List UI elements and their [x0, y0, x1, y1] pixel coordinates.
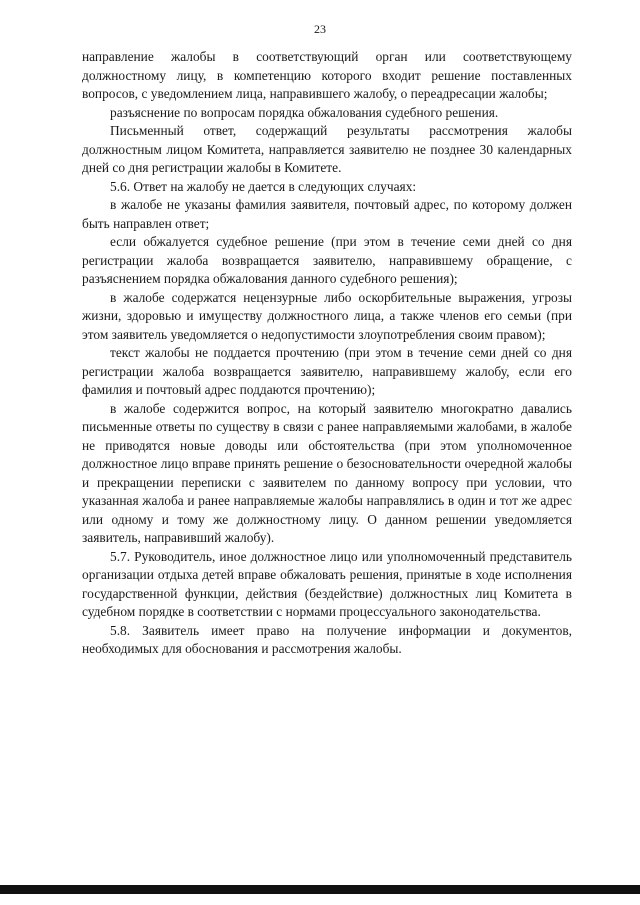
scan-bottom-border	[0, 885, 640, 894]
paragraph-no-address: в жалобе не указаны фамилия заявителя, почтовый адрес, по которому должен быть направлен ответ;	[82, 197, 572, 231]
document-body	[82, 48, 572, 659]
paragraph-redirect-complaint: направление жалобы в соответствующий орган или соответствующему должностному лицу, в компетенцию которого входит решение поставленных вопросов, с уведомлением лица, направившего жалобу, о переадресации жалобы;	[82, 49, 572, 101]
paragraph-repeated-question: в жалобе содержится вопрос, на который заявителю многократно давались письменные ответы по существу в связи с ранее направляемыми жалобами, в жалобе не приводятся новые доводы или обстоятельства (при этом уполномоченное должностное лицо вправе принять решение о безосновательности очередной жалобы и прекращении переписки с заявителем по данному вопросу при условии, что указанная жалоба и ранее направляемые жалобы направлялись в один и тот же адрес или одному и тому же должностному лицу. О данном решении уведомляется заявитель, направивший жалобу).	[82, 400, 572, 545]
paragraph-written-response: Письменный ответ, содержащий результаты рассмотрения жалобы должностным лицом Комитета, направляется заявителю не позднее 30 календарных дней со дня регистрации жалобы в Комитете.	[82, 123, 572, 175]
page-number: 23	[314, 22, 326, 36]
paragraph-unreadable-text: текст жалобы не поддается прочтению (при этом в течение семи дней со дня регистрации жалоба возвращается заявителю, направившему жалобу, если его фамилия и почтовый адрес поддаются прочтению);	[82, 345, 572, 397]
paragraph-court-appeal-explanation: разъяснение по вопросам порядка обжалования судебного решения.	[110, 104, 499, 120]
paragraph-5-6-heading: 5.6. Ответ на жалобу не дается в следующих случаях:	[110, 178, 417, 194]
paragraph-court-decision: если обжалуется судебное решение (при этом в течение семи дней со дня регистрации жалоба возвращается заявителю, направившему обращение, с разъяснением порядка обжалования данного судебного решения);	[82, 234, 572, 286]
paragraph-5-8: 5.8. Заявитель имеет право на получение информации и документов, необходимых для обоснования и рассмотрения жалобы.	[82, 622, 572, 656]
paragraph-5-7: 5.7. Руководитель, иное должностное лицо или уполномоченный представитель организации отдыха детей вправе обжаловать решения, принятые в ходе исполнения государственной функции, действия (бездействие) должностных лиц Комитета в судебном порядке в соответствии с нормами процессуального законодательства.	[82, 548, 572, 619]
paragraph-offensive-language: в жалобе содержатся нецензурные либо оскорбительные выражения, угрозы жизни, здоровью и имуществу должностного лица, а также членов его семьи (при этом заявитель уведомляется о недопустимости злоупотребления своим правом);	[82, 289, 572, 342]
